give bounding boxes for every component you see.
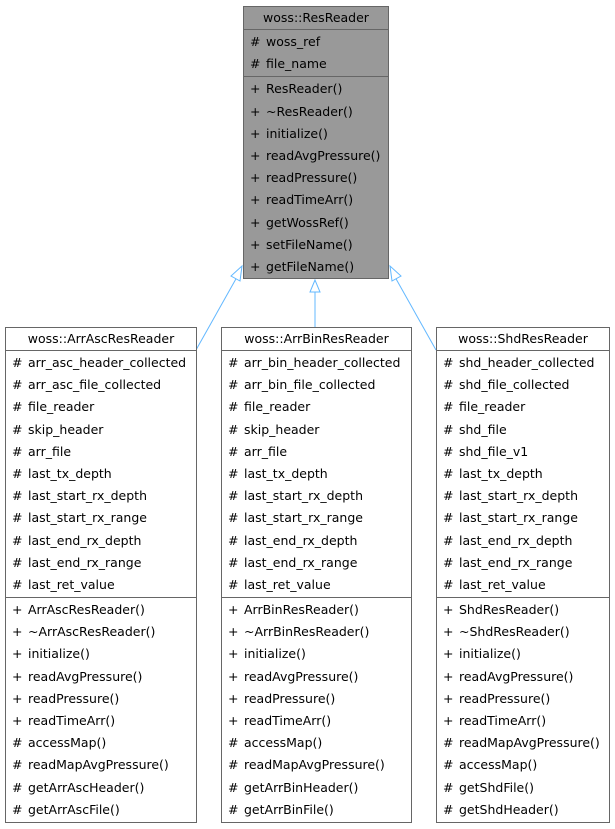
method-name: getShdFile() xyxy=(459,779,534,795)
attribute-name: last_tx_depth xyxy=(244,465,328,481)
visibility-marker: # xyxy=(12,554,23,570)
attribute-name: arr_asc_file_collected xyxy=(28,377,162,393)
visibility-marker: # xyxy=(443,779,454,795)
attribute-name: file_reader xyxy=(244,399,311,415)
visibility-marker: # xyxy=(228,735,239,751)
visibility-marker: # xyxy=(12,443,23,459)
attribute-name: last_end_rx_depth xyxy=(244,532,358,548)
attributes-section xyxy=(6,351,196,598)
attribute-name: last_ret_value xyxy=(244,576,331,592)
attribute-row[interactable] xyxy=(6,463,196,485)
method-name: readAvgPressure() xyxy=(28,668,143,684)
visibility-marker: # xyxy=(228,421,239,437)
method-row[interactable] xyxy=(222,643,411,665)
attribute-name: file_reader xyxy=(459,399,526,415)
method-name: ArrBinResReader() xyxy=(244,602,359,618)
edge-arrasc-arrowhead xyxy=(231,266,242,281)
method-name: ResReader() xyxy=(266,81,343,97)
visibility-marker: # xyxy=(443,576,454,592)
attribute-row[interactable] xyxy=(6,485,196,507)
attribute-name: skip_header xyxy=(244,421,320,437)
visibility-marker: + xyxy=(12,668,23,684)
visibility-marker: + xyxy=(443,713,454,728)
attributes-section xyxy=(437,351,609,598)
method-row[interactable] xyxy=(6,621,196,643)
methods-section xyxy=(222,598,411,822)
visibility-marker: # xyxy=(12,488,23,504)
class-box-arrascresreader[interactable] xyxy=(5,327,197,823)
attribute-name: last_start_rx_range xyxy=(244,510,363,526)
attribute-row[interactable] xyxy=(437,574,609,596)
method-row[interactable] xyxy=(222,599,411,621)
attribute-row[interactable] xyxy=(437,463,609,485)
method-row[interactable] xyxy=(222,799,411,821)
attribute-row[interactable] xyxy=(437,441,609,463)
method-name: readAvgPressure() xyxy=(459,668,574,684)
attribute-name: last_ret_value xyxy=(28,576,115,592)
visibility-marker: # xyxy=(228,554,239,570)
method-row[interactable] xyxy=(222,688,411,710)
class-name: woss::ResReader xyxy=(244,7,388,30)
method-name: readAvgPressure() xyxy=(266,147,381,163)
visibility-marker: + xyxy=(250,258,261,274)
attribute-name: file_reader xyxy=(28,399,95,415)
visibility-marker: # xyxy=(228,443,239,459)
attribute-row[interactable] xyxy=(6,530,196,552)
attribute-name: last_end_rx_range xyxy=(28,554,142,570)
method-row[interactable] xyxy=(437,643,609,665)
method-name: getShdHeader() xyxy=(459,801,559,817)
attribute-row[interactable] xyxy=(437,352,609,374)
method-row[interactable] xyxy=(437,754,609,776)
attribute-row[interactable] xyxy=(437,530,609,552)
attribute-name: last_ret_value xyxy=(459,576,546,592)
attribute-row[interactable] xyxy=(437,507,609,529)
method-row[interactable] xyxy=(244,101,388,123)
method-name: readTimeArr() xyxy=(244,713,332,728)
visibility-marker: + xyxy=(443,602,454,618)
attribute-name: skip_header xyxy=(28,421,104,437)
attribute-row[interactable] xyxy=(437,485,609,507)
attribute-row[interactable] xyxy=(437,374,609,396)
method-name: readPressure() xyxy=(459,690,551,706)
visibility-marker: + xyxy=(250,192,261,208)
method-row[interactable] xyxy=(222,666,411,688)
visibility-marker: + xyxy=(12,690,23,706)
visibility-marker: + xyxy=(250,147,261,163)
methods-section xyxy=(6,598,196,822)
method-row[interactable] xyxy=(437,777,609,799)
attribute-name: last_start_rx_range xyxy=(459,510,578,526)
method-row[interactable] xyxy=(244,167,388,189)
attribute-row[interactable] xyxy=(6,352,196,374)
methods-section xyxy=(437,598,609,822)
visibility-marker: # xyxy=(228,510,239,526)
attribute-name: last_end_rx_range xyxy=(244,554,358,570)
visibility-marker: # xyxy=(12,399,23,415)
attribute-row[interactable] xyxy=(222,530,411,552)
attribute-row[interactable] xyxy=(222,485,411,507)
method-row[interactable] xyxy=(222,777,411,799)
visibility-marker: + xyxy=(250,214,261,230)
method-row[interactable] xyxy=(437,599,609,621)
visibility-marker: # xyxy=(12,377,23,393)
class-box-arrbinresreader[interactable] xyxy=(221,327,412,823)
visibility-marker: # xyxy=(443,735,454,751)
method-name: readPressure() xyxy=(244,690,336,706)
attribute-row[interactable] xyxy=(222,441,411,463)
visibility-marker: # xyxy=(12,355,23,370)
attribute-row[interactable] xyxy=(222,463,411,485)
visibility-marker: # xyxy=(443,757,454,773)
visibility-marker: # xyxy=(250,56,261,72)
visibility-marker: + xyxy=(250,170,261,186)
attribute-row[interactable] xyxy=(6,574,196,596)
visibility-marker: + xyxy=(228,713,239,728)
attribute-row[interactable] xyxy=(437,552,609,574)
method-row[interactable] xyxy=(437,688,609,710)
visibility-marker: # xyxy=(443,554,454,570)
method-row[interactable] xyxy=(244,145,388,167)
method-name: readTimeArr() xyxy=(28,713,116,728)
attribute-row[interactable] xyxy=(222,552,411,574)
method-row[interactable] xyxy=(6,732,196,754)
method-name: getWossRef() xyxy=(266,214,349,230)
attribute-name: arr_bin_file_collected xyxy=(244,377,376,393)
method-name: accessMap() xyxy=(244,735,323,751)
method-name: getArrAscFile() xyxy=(28,801,120,817)
visibility-marker: # xyxy=(443,488,454,504)
method-name: readPressure() xyxy=(266,170,358,186)
method-row[interactable] xyxy=(244,234,388,256)
attribute-name: arr_bin_header_collected xyxy=(244,355,401,370)
visibility-marker: # xyxy=(12,510,23,526)
visibility-marker: # xyxy=(12,757,23,773)
method-row[interactable] xyxy=(437,621,609,643)
visibility-marker: + xyxy=(228,668,239,684)
method-row[interactable] xyxy=(244,78,388,100)
method-row[interactable] xyxy=(437,710,609,732)
class-box-resreader[interactable] xyxy=(243,6,389,279)
visibility-marker: # xyxy=(228,399,239,415)
visibility-marker: + xyxy=(250,125,261,141)
attribute-row[interactable] xyxy=(244,31,388,53)
visibility-marker: # xyxy=(228,377,239,393)
method-name: getArrBinFile() xyxy=(244,801,334,817)
method-name: ~ArrAscResReader() xyxy=(28,624,156,640)
visibility-marker: # xyxy=(12,779,23,795)
attribute-name: last_end_rx_depth xyxy=(459,532,573,548)
method-name: readMapAvgPressure() xyxy=(459,735,600,751)
visibility-marker: + xyxy=(443,690,454,706)
attribute-row[interactable] xyxy=(222,396,411,418)
attribute-name: last_start_rx_depth xyxy=(244,488,363,504)
attribute-name: last_tx_depth xyxy=(459,465,543,481)
visibility-marker: # xyxy=(228,488,239,504)
class-box-shdresreader[interactable] xyxy=(436,327,610,823)
method-row[interactable] xyxy=(437,732,609,754)
visibility-marker: + xyxy=(250,81,261,97)
visibility-marker: # xyxy=(443,510,454,526)
visibility-marker: # xyxy=(443,532,454,548)
method-name: accessMap() xyxy=(459,757,538,773)
attribute-row[interactable] xyxy=(6,552,196,574)
attribute-name: shd_file_v1 xyxy=(459,443,529,459)
visibility-marker: # xyxy=(250,34,261,49)
visibility-marker: # xyxy=(12,801,23,817)
class-name: woss::ArrBinResReader xyxy=(222,328,411,351)
visibility-marker: + xyxy=(443,624,454,640)
attribute-row[interactable] xyxy=(6,507,196,529)
method-name: setFileName() xyxy=(266,236,353,252)
method-row[interactable] xyxy=(6,688,196,710)
visibility-marker: # xyxy=(443,377,454,393)
attribute-row[interactable] xyxy=(437,396,609,418)
method-row[interactable] xyxy=(6,710,196,732)
attribute-name: arr_asc_header_collected xyxy=(28,355,187,370)
method-row[interactable] xyxy=(6,643,196,665)
visibility-marker: + xyxy=(12,646,23,662)
attribute-row[interactable] xyxy=(437,419,609,441)
attribute-row[interactable] xyxy=(222,374,411,396)
visibility-marker: # xyxy=(443,801,454,817)
method-row[interactable] xyxy=(6,666,196,688)
attribute-name: last_start_rx_depth xyxy=(459,488,578,504)
attribute-row[interactable] xyxy=(222,419,411,441)
method-name: ~ArrBinResReader() xyxy=(244,624,370,640)
attribute-name: file_name xyxy=(266,56,327,72)
method-row[interactable] xyxy=(6,599,196,621)
method-row[interactable] xyxy=(437,666,609,688)
visibility-marker: # xyxy=(228,465,239,481)
attribute-row[interactable] xyxy=(222,507,411,529)
attribute-name: shd_file_collected xyxy=(459,377,570,393)
visibility-marker: + xyxy=(228,624,239,640)
method-row[interactable] xyxy=(222,621,411,643)
visibility-marker: # xyxy=(12,735,23,751)
visibility-marker: + xyxy=(228,646,239,662)
visibility-marker: # xyxy=(12,421,23,437)
method-name: initialize() xyxy=(28,646,90,662)
attribute-row[interactable] xyxy=(6,374,196,396)
methods-section xyxy=(244,77,388,279)
visibility-marker: # xyxy=(12,532,23,548)
method-row[interactable] xyxy=(222,710,411,732)
method-name: ~ShdResReader() xyxy=(459,624,570,640)
method-row[interactable] xyxy=(222,754,411,776)
method-name: accessMap() xyxy=(28,735,107,751)
visibility-marker: # xyxy=(443,421,454,437)
attribute-name: last_start_rx_range xyxy=(28,510,147,526)
visibility-marker: # xyxy=(443,443,454,459)
method-name: ~ResReader() xyxy=(266,103,353,119)
attribute-name: arr_file xyxy=(244,443,288,459)
attribute-row[interactable] xyxy=(6,441,196,463)
attribute-row[interactable] xyxy=(6,419,196,441)
attribute-name: last_tx_depth xyxy=(28,465,112,481)
method-name: readMapAvgPressure() xyxy=(244,757,385,773)
method-row[interactable] xyxy=(244,212,388,234)
method-row[interactable] xyxy=(6,799,196,821)
class-name: woss::ShdResReader xyxy=(437,328,609,351)
visibility-marker: + xyxy=(250,236,261,252)
attributes-section xyxy=(222,351,411,598)
method-name: getArrAscHeader() xyxy=(28,779,145,795)
attributes-section xyxy=(244,30,388,77)
visibility-marker: # xyxy=(228,355,239,370)
method-name: ShdResReader() xyxy=(459,602,560,618)
method-name: readMapAvgPressure() xyxy=(28,757,169,773)
attribute-name: last_end_rx_depth xyxy=(28,532,142,548)
visibility-marker: # xyxy=(228,801,239,817)
visibility-marker: + xyxy=(443,646,454,662)
method-row[interactable] xyxy=(222,732,411,754)
visibility-marker: + xyxy=(12,602,23,618)
method-name: readPressure() xyxy=(28,690,120,706)
edge-shd-arrowhead xyxy=(390,266,401,281)
visibility-marker: # xyxy=(228,576,239,592)
method-name: initialize() xyxy=(244,646,306,662)
visibility-marker: # xyxy=(12,576,23,592)
method-row[interactable] xyxy=(6,754,196,776)
method-name: initialize() xyxy=(266,125,328,141)
method-name: ArrAscResReader() xyxy=(28,602,145,618)
method-row[interactable] xyxy=(437,799,609,821)
method-row[interactable] xyxy=(244,123,388,145)
attribute-name: last_end_rx_range xyxy=(459,554,573,570)
attribute-name: arr_file xyxy=(28,443,72,459)
visibility-marker: + xyxy=(443,668,454,684)
visibility-marker: + xyxy=(250,103,261,119)
visibility-marker: # xyxy=(443,465,454,481)
attribute-name: last_start_rx_depth xyxy=(28,488,147,504)
attribute-row[interactable] xyxy=(6,396,196,418)
visibility-marker: + xyxy=(12,624,23,640)
method-name: initialize() xyxy=(459,646,521,662)
edge-arrbin-arrowhead xyxy=(310,280,320,292)
method-name: readTimeArr() xyxy=(266,192,354,208)
attribute-row[interactable] xyxy=(244,53,388,75)
method-name: getArrBinHeader() xyxy=(244,779,359,795)
visibility-marker: # xyxy=(443,399,454,415)
visibility-marker: # xyxy=(228,757,239,773)
attribute-name: woss_ref xyxy=(266,34,321,49)
attribute-row[interactable] xyxy=(222,352,411,374)
visibility-marker: + xyxy=(228,690,239,706)
attribute-name: shd_file xyxy=(459,421,507,437)
visibility-marker: # xyxy=(12,465,23,481)
visibility-marker: + xyxy=(12,713,23,728)
class-name: woss::ArrAscResReader xyxy=(6,328,196,351)
method-row[interactable] xyxy=(6,777,196,799)
visibility-marker: # xyxy=(228,779,239,795)
method-row[interactable] xyxy=(244,256,388,278)
method-name: readTimeArr() xyxy=(459,713,547,728)
attribute-row[interactable] xyxy=(222,574,411,596)
method-name: readAvgPressure() xyxy=(244,668,359,684)
method-row[interactable] xyxy=(244,189,388,211)
visibility-marker: + xyxy=(228,602,239,618)
method-name: getFileName() xyxy=(266,258,355,274)
attribute-name: shd_header_collected xyxy=(459,355,595,370)
visibility-marker: # xyxy=(228,532,239,548)
visibility-marker: # xyxy=(443,355,454,370)
